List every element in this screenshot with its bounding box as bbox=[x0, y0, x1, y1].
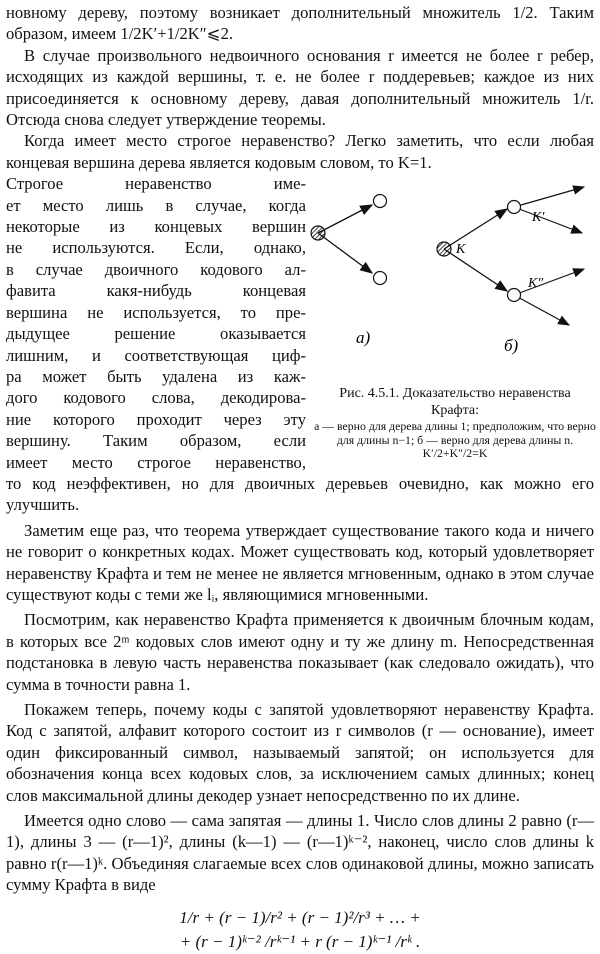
caption-text: а — верно для дерева длины 1; предположим, что верно для длины n−1; б — верно для дерева длины n. K′/2+K″/2=K bbox=[314, 419, 596, 461]
kraft-sum-formula bbox=[6, 906, 594, 954]
figure-caption bbox=[314, 385, 596, 460]
wrapped-line: ра может быть удалена из каж- bbox=[6, 366, 306, 386]
paragraph-4: Заметим еще раз, что теорема утверждает существование такого кода и ничего не говорит о конкретных кодах. Может существовать код, который удовлетворяет неравенству Крафта и тем не менее не является мгновенным, однако в этом случае существуют коды с теми же lᵢ, являющимися мгновенными. bbox=[6, 520, 594, 604]
wrapped-line: ние которого проходит через эту bbox=[6, 409, 306, 429]
formula-line-2: + (r − 1)ᵏ⁻² /rᵏ⁻¹ + r (r − 1)ᵏ⁻¹ /rᵏ . bbox=[179, 931, 421, 951]
wrapped-line: не используются. Если, однако, bbox=[6, 238, 306, 258]
wrapped-line: в случае двоичного кодового ал- bbox=[6, 259, 306, 279]
wrapped-line: лишним, и соответствующая циф- bbox=[6, 345, 306, 365]
label-k: K bbox=[456, 242, 466, 258]
paragraph-3: Когда имеет место строгое неравенство? Легко заметить, что если любая концевая вершина дерева является кодовым словом, то K=1. bbox=[6, 131, 594, 172]
label-k-prime: K′ bbox=[532, 210, 545, 226]
label-b: б) bbox=[504, 336, 519, 356]
wrapped-line: фавита какя-нибудь концевая bbox=[6, 281, 306, 301]
wrapped-line: вершину. Таким образом, если bbox=[6, 431, 306, 451]
paragraph-6: Покажем теперь, почему коды с запятой удовлетворяют неравенству Крафта. Код с запятой, алфавит которого состоит из r символов (r — основание), имеет один фиксированный символ, называемый запятой; он используется для обозначения конца всех кодовых слов, за исключением самых длинных; конец слов максимальной длины декодер узнает непосредственно по их длине. bbox=[6, 700, 594, 805]
label-k-double-prime: K″ bbox=[528, 276, 544, 292]
formula-line-1: 1/r + (r − 1)/r² + (r − 1)²/r³ + … + bbox=[179, 907, 421, 927]
wrapped-line: вершина не используется, то пре- bbox=[6, 302, 306, 322]
tree-b bbox=[437, 187, 584, 355]
page bbox=[6, 2, 594, 954]
paragraph-1: новному дереву, поэтому возникает дополнительный множитель 1/2. Таким образом, имеем 1/2K′+1/2K″⩽2. bbox=[6, 3, 594, 44]
tree-a bbox=[311, 195, 387, 348]
wrapped-line: дого кодового слова, декодирова- bbox=[6, 388, 306, 408]
wrapped-line: имеет место строгое неравенство, bbox=[6, 452, 306, 472]
caption-title: Рис. 4.5.1. Доказательство неравенства Крафта: bbox=[339, 386, 571, 419]
label-a: а) bbox=[356, 328, 371, 348]
paragraph-7: Имеется одно слово — сама запятая — длины 1. Число слов длины 2 равно (r—1), длины 3 — (r—1)², длины (k—1) — (r—1)ᵏ⁻², наконец, число слов длины k равно r(r—1)ᵏ. Объединяя слагаемые всех слов одинаковой длины, можно записать сумму Крафта в виде bbox=[6, 811, 594, 895]
wrapped-line: Строгое неравенство име- bbox=[6, 174, 306, 194]
wrapped-line: некоторые из концевых вершин bbox=[6, 217, 306, 237]
wrapped-line: ет место лишь в случае, когда bbox=[6, 195, 306, 215]
paragraph-5: Посмотрим, как неравенство Крафта применяется к двоичным блочным кодам, в которых все 2ᵐ кодовых слов имеют одну и ту же длину m. Непосредственная подстановка в левую часть неравенства показывает (как следовало ожидать), что сумма в точности равна 1. bbox=[6, 610, 594, 694]
paragraph-after-figure: то код неэффективен, но для двоичных деревьев очевидно, как можно его улучшить. bbox=[6, 473, 594, 515]
wrapped-line: дыдущее решение оказывается bbox=[6, 324, 306, 344]
paragraph-2: В случае произвольного недвоичного основания r имеется не более r ребер, исходящих из каждой вершины, т. е. не более r поддеревьев; каждое из них присоединяется к основному дереву, давая дополнительный множитель 1/r. Отсюда снова следует утверждение теоремы. bbox=[6, 45, 594, 130]
figure-wrap bbox=[6, 173, 594, 473]
